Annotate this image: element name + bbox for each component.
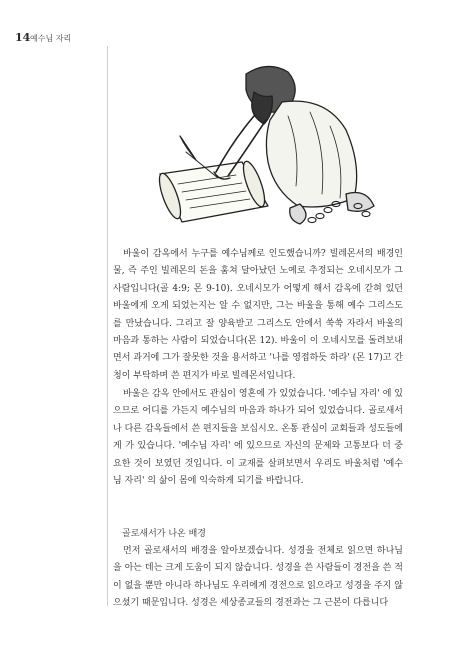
margin-rule [107,46,108,606]
page-number: 14 [15,31,31,44]
body-paragraph [113,386,403,490]
section-heading: 골로새서가 나온 배경 [122,529,206,539]
paragraph-1-text: 바울이 감옥에서 누구를 예수님께로 인도했습니까? 빌레몬서의 배경인물, 즉 주인 빌레몬의 돈을 훔쳐 달아났던 노예로 추정되는 오네시모가 그 사람입니다(골 4:9; 몬 9-10). 오네시모가 어떻게 해서 감옥에 갇혀 있던 바울에게 오게 되었는지는 알 수 없지만, 그는 바울을 통해 예수 그리스도를 만났습니다. 그리고 잘 양육받고 그리스도 안에서 쑥쑥 자라서 바울의 마음과 통하는 사람이 되었습니다(몬 12). 바울이 이 오네시모를 돌려보내면서 과거에 그가 잘못한 것을 용서하고 '나를 영접하듯 하라' (몬 17)고 간청이 부탁하며 쓴 편지가 바로 빌레몬서입니다. [113,249,403,381]
section-paragraph-text: 먼저 골로새서의 배경을 알아보겠습니다. 성경을 전체로 읽으면 하나님을 아는 데는 크게 도움이 되지 않습니다. 성경을 쓴 사람들이 경전을 쓴 적이 없을 뿐만 아니라 하나님도 우리에게 경전으로 읽으라고 성경을 주지 않으셨기 때문입니다. 성경은 세상종교들의 경전과는 그 근본이 다릅니다 [113,546,403,609]
running-title: 예수님 자리 [30,34,72,43]
body-paragraph [113,246,403,385]
illustration-man-writing-scroll-in-chains-icon [150,56,380,228]
paragraph-2-text: 바울은 감옥 안에서도 관심이 영혼에 가 있었습니다. '예수님 자리' 에 있으므로 어디를 가든지 예수님의 마음과 하나가 되어 있었습니다. 골로새서나 다른 감옥들에서 쓴 편지들을 보십시오. 온통 관심이 교회들과 성도들에게 가 있습니다. '예수님 자리' 에 있으므로 자신의 문제와 고통보다 더 중요한 것이 보였던 것입니다. 이 교재를 살펴보면서 우리도 바울처럼 '예수님 자리' 의 삶이 몸에 익숙하게 되기를 바랍니다. [113,389,403,487]
body-paragraph [113,543,403,613]
